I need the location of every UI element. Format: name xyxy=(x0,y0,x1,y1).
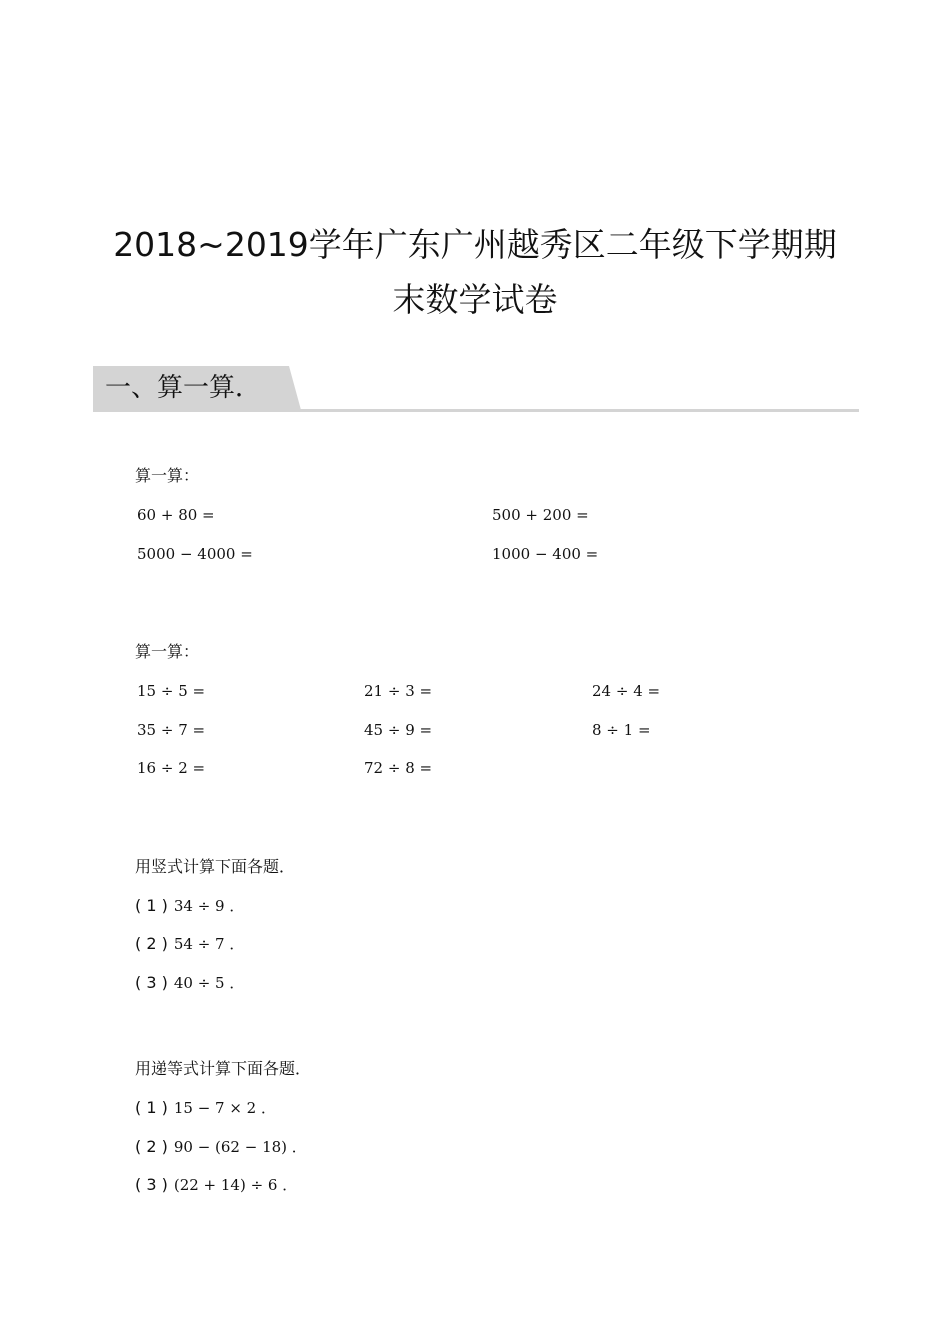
question-3-heading: 用竖式计算下面各题． xyxy=(135,857,296,876)
question-2-heading: 算一算： xyxy=(135,642,200,661)
subitem-expression: 40 ÷ 5 ． xyxy=(173,974,245,992)
question-2-item: 45 ÷ 9 = xyxy=(364,721,433,739)
subitem-number: ( 1 ) xyxy=(135,1098,168,1117)
subitem-number: ( 2 ) xyxy=(135,934,168,953)
subitem-expression: 54 ÷ 7 ． xyxy=(173,935,245,953)
subitem-expression: 90 − (62 − 18) ． xyxy=(173,1138,307,1156)
subitem-expression: 34 ÷ 9 ． xyxy=(173,897,245,915)
question-2-item: 15 ÷ 5 = xyxy=(137,682,206,700)
question-1-item: 500 + 200 = xyxy=(492,506,589,524)
question-4-subitem xyxy=(135,1136,307,1158)
subitem-expression: (22 + 14) ÷ 6 ． xyxy=(173,1176,298,1194)
subitem-expression: 15 − 7 × 2 ． xyxy=(173,1099,276,1117)
subitem-number: ( 3 ) xyxy=(135,1175,168,1194)
question-3-subitem xyxy=(135,895,244,917)
title-line-1: 2018~2019学年广东广州越秀区二年级下学期期 xyxy=(113,225,837,264)
question-3-subitem xyxy=(135,972,244,994)
question-4-heading: 用递等式计算下面各题． xyxy=(135,1059,312,1078)
question-2-item: 21 ÷ 3 = xyxy=(364,682,433,700)
section-header xyxy=(93,366,859,412)
page-title xyxy=(0,217,950,327)
question-2-item: 24 ÷ 4 = xyxy=(592,682,661,700)
question-1-item: 60 + 80 = xyxy=(137,506,215,524)
subitem-number: ( 3 ) xyxy=(135,973,168,992)
subitem-number: ( 1 ) xyxy=(135,896,168,915)
question-1-heading: 算一算： xyxy=(135,466,200,485)
question-4-subitem xyxy=(135,1174,297,1196)
subitem-number: ( 2 ) xyxy=(135,1137,168,1156)
question-2-item: 35 ÷ 7 = xyxy=(137,721,206,739)
question-2-item: 72 ÷ 8 = xyxy=(364,759,433,777)
title-line-2: 末数学试卷 xyxy=(392,280,558,319)
question-1-item: 1000 − 400 = xyxy=(492,545,599,563)
section-label: 一、算一算． xyxy=(105,373,262,403)
question-4-subitem xyxy=(135,1097,276,1119)
question-3-subitem xyxy=(135,933,244,955)
section-divider xyxy=(93,409,859,412)
question-2-item: 8 ÷ 1 = xyxy=(592,721,651,739)
question-2-item: 16 ÷ 2 = xyxy=(137,759,206,777)
question-1-item: 5000 − 4000 = xyxy=(137,545,253,563)
